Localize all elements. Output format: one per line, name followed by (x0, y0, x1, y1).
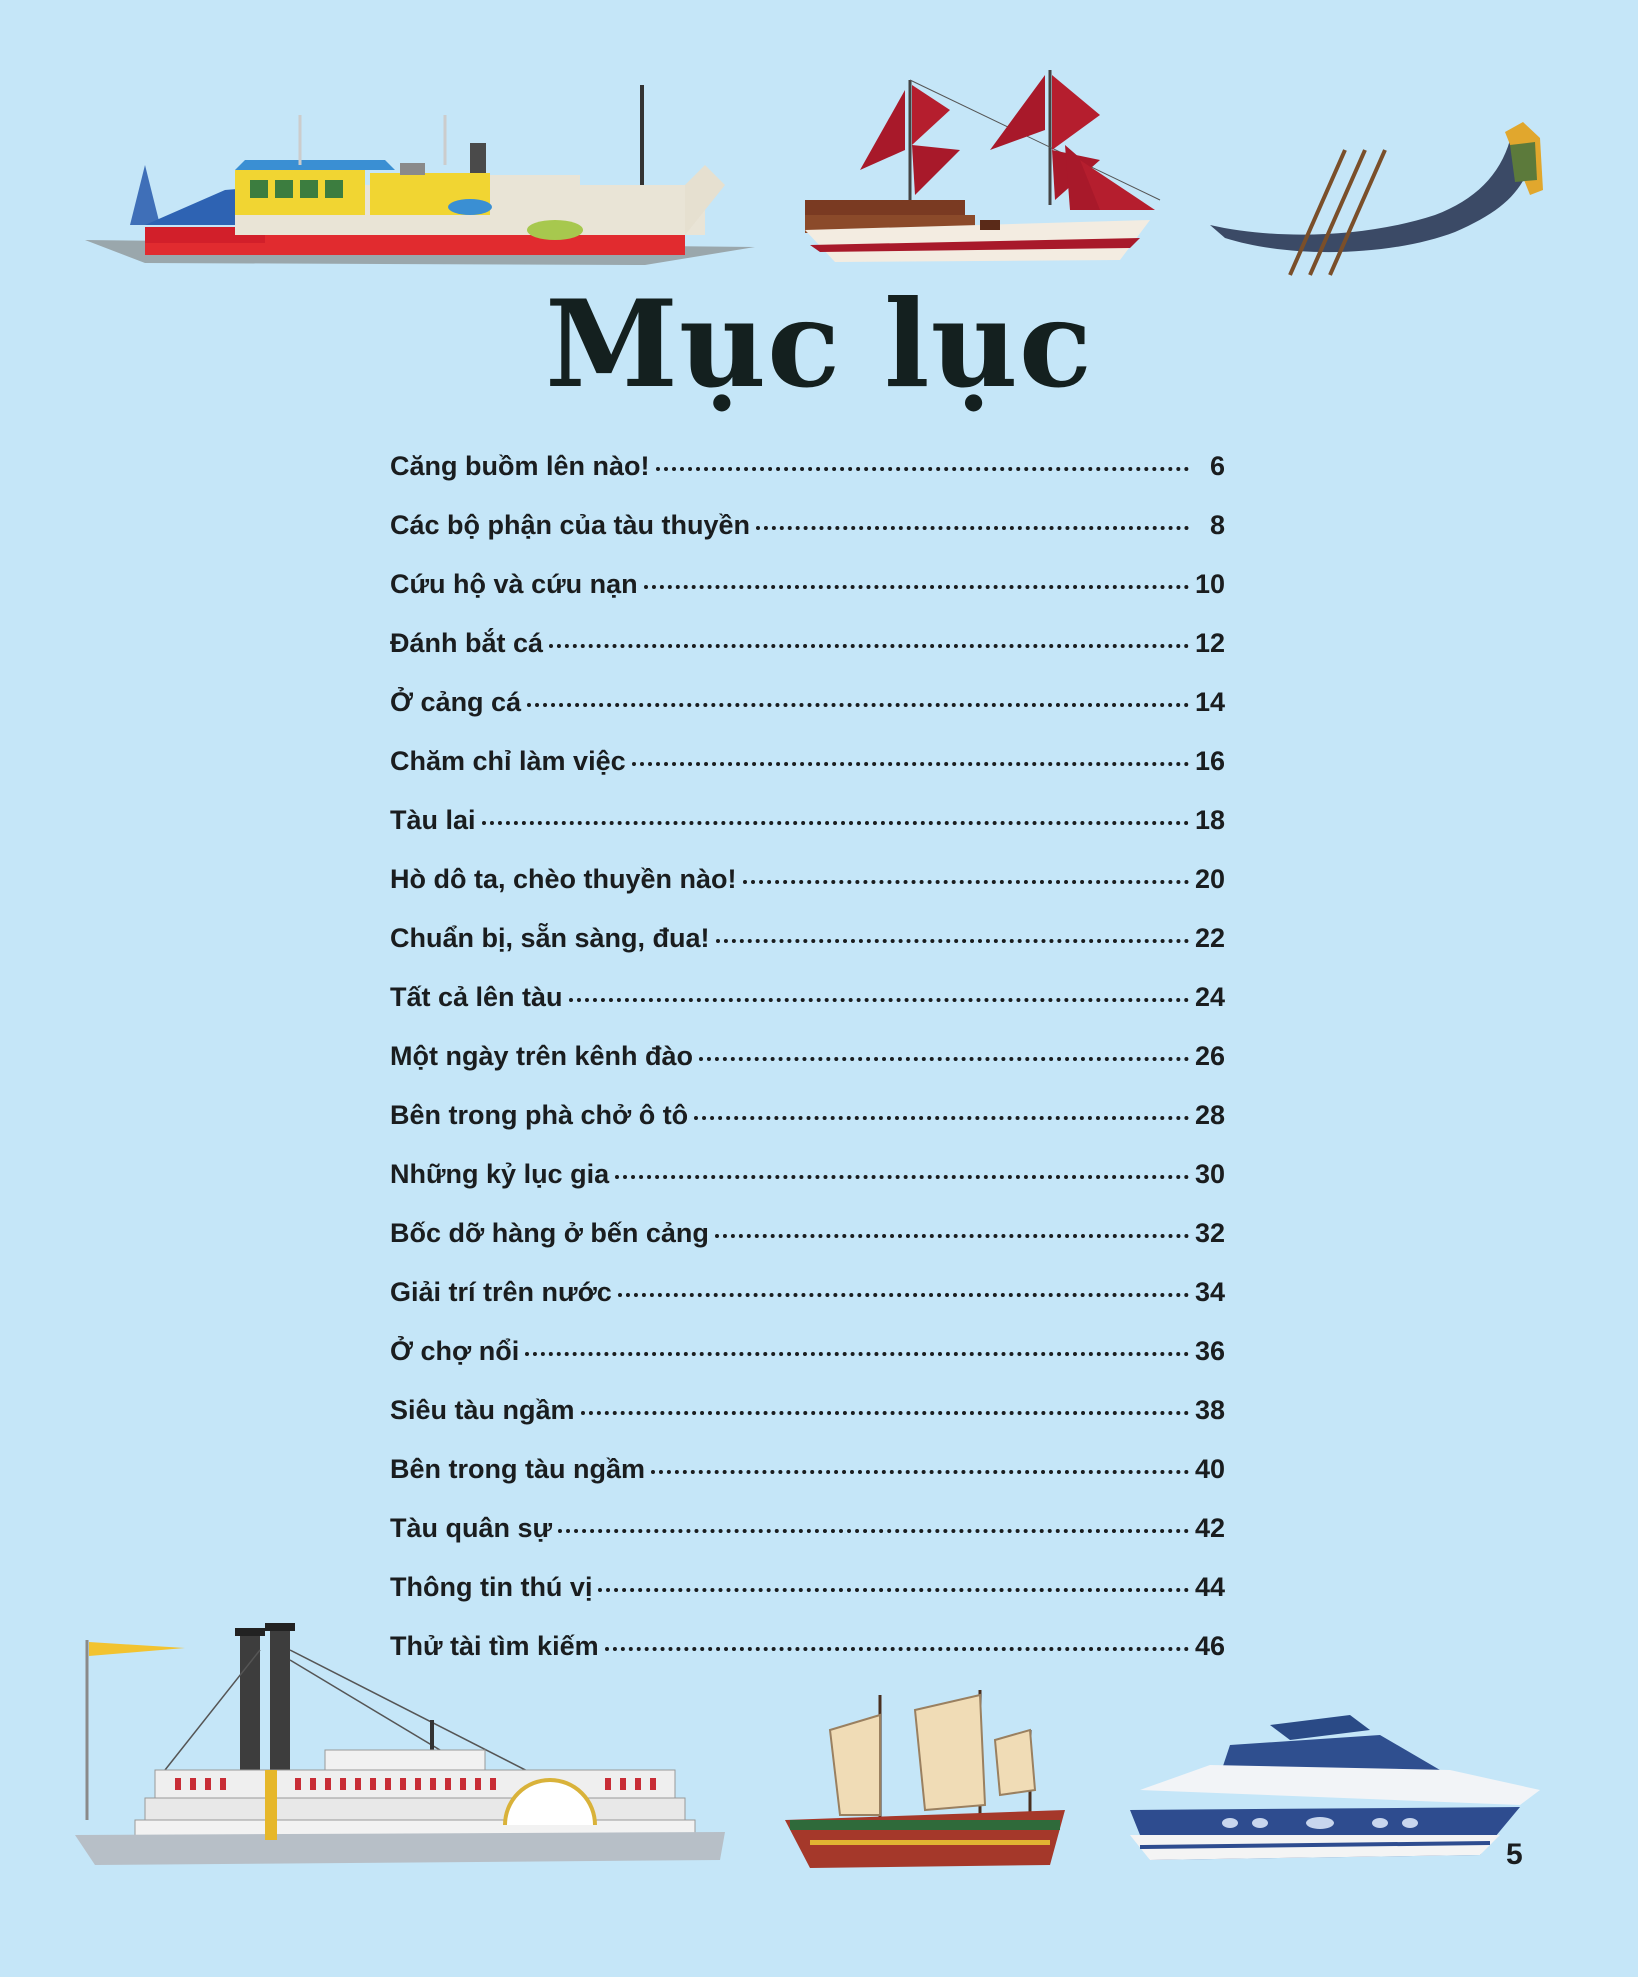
toc-entry-page: 26 (1194, 1041, 1225, 1071)
toc-entry-page: 28 (1194, 1100, 1225, 1130)
toc-entry[interactable] (390, 628, 1225, 687)
dot-leader (632, 762, 1189, 766)
toc-entry[interactable] (390, 1454, 1225, 1513)
dot-leader (598, 1588, 1189, 1592)
toc-entry[interactable] (390, 1336, 1225, 1395)
toc-entry-page: 16 (1194, 746, 1225, 776)
car-ferry-illustration (85, 75, 760, 265)
toc-entry-title: Giải trí trên nước (390, 1277, 612, 1307)
dot-leader (756, 526, 1189, 530)
toc-entry-title: Cứu hộ và cứu nạn (390, 569, 638, 599)
red-sail-schooner-illustration (800, 70, 1165, 270)
dot-leader (699, 1057, 1189, 1061)
toc-entry[interactable] (390, 805, 1225, 864)
toc-entry-title: Các bộ phận của tàu thuyền (390, 510, 751, 540)
junk-ship-illustration (785, 1690, 1075, 1870)
toc-entry-page: 46 (1194, 1631, 1225, 1661)
toc-entry-page: 34 (1194, 1277, 1225, 1307)
toc-entry-page: 6 (1209, 451, 1225, 481)
toc-entry-title: Bên trong tàu ngầm (390, 1454, 645, 1484)
dot-leader (558, 1529, 1189, 1533)
toc-entry-page: 40 (1194, 1454, 1225, 1484)
toc-entry-title: Tất cả lên tàu (390, 982, 563, 1012)
toc-entry-page: 14 (1194, 687, 1225, 717)
toc-entry-title: Bên trong phà chở ô tô (390, 1100, 689, 1130)
motor-yacht-illustration (1120, 1715, 1545, 1865)
toc-entry[interactable] (390, 864, 1225, 923)
dot-leader (482, 821, 1189, 825)
toc-entry-page: 44 (1194, 1572, 1225, 1602)
toc-entry[interactable] (390, 510, 1225, 569)
toc-entry-page: 32 (1194, 1218, 1225, 1248)
dot-leader (716, 939, 1189, 943)
dot-leader (581, 1411, 1189, 1415)
toc-entry-title: Tàu lai (390, 805, 476, 835)
toc-entry[interactable] (390, 687, 1225, 746)
toc-entry-title: Chuẩn bị, sẵn sàng, đua! (390, 923, 710, 953)
toc-entry-title: Ở chợ nổi (390, 1336, 520, 1366)
toc-entry-page: 22 (1194, 923, 1225, 953)
toc-entry[interactable] (390, 1100, 1225, 1159)
toc-entry-page: 20 (1194, 864, 1225, 894)
toc-entry-title: Bốc dỡ hàng ở bến cảng (390, 1218, 709, 1248)
dragon-rowing-boat-illustration (1205, 120, 1550, 285)
toc-entry[interactable] (390, 746, 1225, 805)
toc-entry-title: Tàu quân sự (390, 1513, 553, 1543)
page-title: Mục lục (545, 274, 1093, 415)
toc-entry-title: Đánh bắt cá (390, 628, 544, 658)
toc-entry-title: Một ngày trên kênh đào (390, 1041, 694, 1071)
toc-entry[interactable] (390, 1513, 1225, 1572)
toc-entry[interactable] (390, 451, 1225, 510)
toc-entry-title: Hò dô ta, chèo thuyền nào! (390, 864, 737, 894)
dot-leader (694, 1116, 1189, 1120)
toc-entry-title: Những kỷ lục gia (390, 1159, 610, 1189)
dot-leader (615, 1175, 1189, 1179)
dot-leader (525, 1352, 1189, 1356)
table-of-contents (390, 451, 1225, 1690)
dot-leader (743, 880, 1189, 884)
toc-entry-title: Siêu tàu ngầm (390, 1395, 575, 1425)
dot-leader (651, 1470, 1189, 1474)
dot-leader (618, 1293, 1189, 1297)
dot-leader (549, 644, 1189, 648)
toc-entry-page: 24 (1194, 982, 1225, 1012)
toc-entry-title: Căng buồm lên nào! (390, 451, 650, 481)
toc-entry-page: 10 (1194, 569, 1225, 599)
toc-entry-page: 12 (1194, 628, 1225, 658)
toc-entry[interactable] (390, 1041, 1225, 1100)
toc-entry-title: Chăm chỉ làm việc (390, 746, 626, 776)
toc-entry[interactable] (390, 1395, 1225, 1454)
toc-entry[interactable] (390, 923, 1225, 982)
paddle-steamer-illustration (75, 1620, 735, 1865)
dot-leader (715, 1234, 1189, 1238)
toc-entry-page: 18 (1194, 805, 1225, 835)
toc-entry-title: Thử tài tìm kiếm (390, 1631, 599, 1661)
toc-entry-title: Ở cảng cá (390, 687, 522, 717)
toc-entry[interactable] (390, 1159, 1225, 1218)
toc-entry-page: 30 (1194, 1159, 1225, 1189)
toc-entry-title: Thông tin thú vị (390, 1572, 593, 1602)
dot-leader (527, 703, 1189, 707)
toc-entry-page: 36 (1194, 1336, 1225, 1366)
toc-entry[interactable] (390, 1277, 1225, 1336)
toc-entry[interactable] (390, 1218, 1225, 1277)
page-number: 5 (1506, 1838, 1523, 1871)
toc-entry[interactable] (390, 982, 1225, 1041)
dot-leader (656, 467, 1190, 471)
dot-leader (644, 585, 1189, 589)
dot-leader (569, 998, 1189, 1002)
toc-entry-page: 38 (1194, 1395, 1225, 1425)
toc-entry-page: 8 (1209, 510, 1225, 540)
toc-entry-page: 42 (1194, 1513, 1225, 1543)
toc-entry[interactable] (390, 569, 1225, 628)
